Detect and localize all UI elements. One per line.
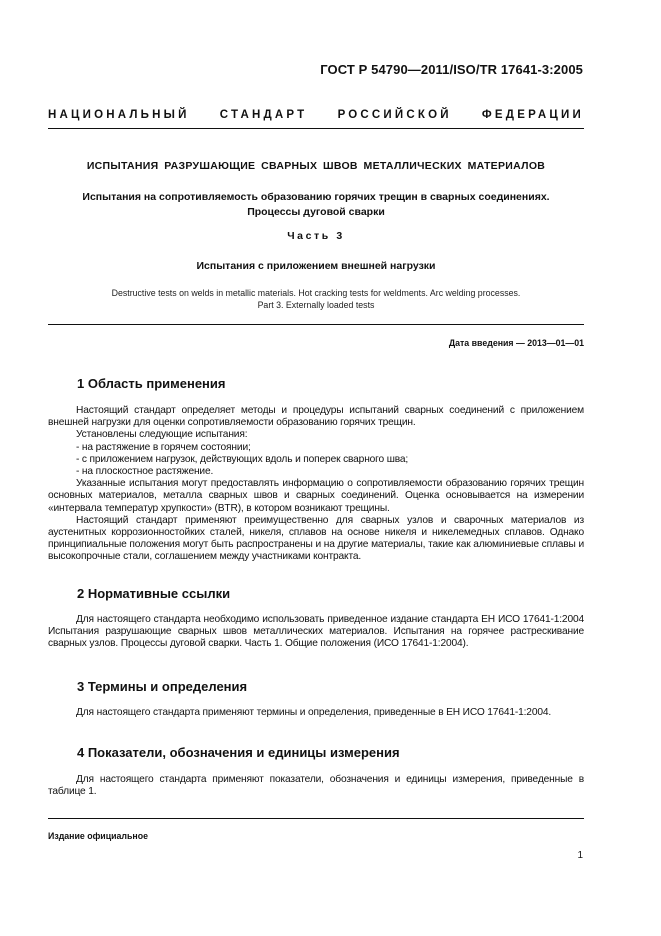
section-4-heading: 4 Показатели, обозначения и единицы измерения xyxy=(77,745,400,760)
document-code: ГОСТ Р 54790—2011/ISO/TR 17641-3:2005 xyxy=(320,62,583,77)
official-edition-label: Издание официальное xyxy=(48,831,148,841)
document-subtitle xyxy=(48,190,584,220)
title-divider xyxy=(48,324,584,325)
paragraph: Настоящий стандарт определяет методы и процедуры испытаний сварных соединений с приложением внешней нагрузки для оценки сопротивляемости образованию горячих трещин. xyxy=(48,405,584,429)
list-item: - с приложением нагрузок, действующих вдоль и поперек сварного шва; xyxy=(76,453,409,465)
subtitle-line: Испытания на сопротивляемость образованию горячих трещин в сварных соединениях. xyxy=(82,191,550,203)
banner-word: РОССИЙСКОЙ xyxy=(337,109,452,121)
part-title: Испытания с приложением внешней нагрузки xyxy=(196,260,436,272)
page-number: 1 xyxy=(577,850,583,861)
section-3-body xyxy=(48,707,584,719)
section-2-body xyxy=(48,614,584,651)
english-title-line: Destructive tests on welds in metallic materials. Hot cracking tests for weldments. Arc welding processes. xyxy=(111,288,521,298)
list-item: - на растяжение в горячем состоянии; xyxy=(76,441,251,453)
paragraph: Для настоящего стандарта применяют термины и определения, приведенные в ЕН ИСО 17641-1:2004. xyxy=(76,707,552,718)
section-1-body xyxy=(48,405,584,564)
list-item: - на плоскостное растяжение. xyxy=(76,466,214,478)
banner-word: СТАНДАРТ xyxy=(219,109,308,121)
paragraph: Для настоящего стандарта применяют показатели, обозначения и единицы измерения, приведенные в таблице 1. xyxy=(48,774,584,798)
section-3-heading: 3 Термины и определения xyxy=(77,679,248,694)
paragraph: Для настоящего стандарта необходимо использовать приведенное издание стандарта ЕН ИСО 17641-1:2004 Испытания разрушающие сварных швов металлических материалов. Испытания на горячее растрескивание сварных узлов. Процессы дуговой сварки. Часть 1. Общие положения (ИСО 17641-1:2004). xyxy=(48,614,584,650)
national-standard-banner xyxy=(48,109,584,121)
english-title xyxy=(48,287,584,311)
subtitle-line: Процессы дуговой сварки xyxy=(247,206,385,218)
section-4-body xyxy=(48,774,584,798)
banner-word: НАЦИОНАЛЬНЫЙ xyxy=(48,109,190,121)
section-2-heading: 2 Нормативные ссылки xyxy=(77,586,231,601)
paragraph: Настоящий стандарт применяют преимущественно для сварных узлов и сварочных материалов из аустенитных коррозионностойких сталей, никеля, сплавов на основе никеля и никелемедных сплавов. Однако принципиальные положения могут быть распространены и на другие материалы, такие как алюминиевые сплавы и высокопрочные стали, соглашением между участниками контракта. xyxy=(48,514,584,563)
top-divider xyxy=(48,128,584,129)
english-title-line: Part 3. Externally loaded tests xyxy=(257,300,375,310)
banner-word: ФЕДЕРАЦИИ xyxy=(481,109,584,121)
paragraph: Установлены следующие испытания: xyxy=(76,429,248,441)
introduction-date: Дата введения — 2013—01—01 xyxy=(448,338,584,348)
part-number: Часть 3 xyxy=(287,230,345,242)
paragraph: Указанные испытания могут предоставлять информацию о сопротивляемости образованию горячих трещин основных материалов, металла сварных швов и сварных соединений. Оценка основывается на измерении «интервала температур хрупкости» (BTR), в котором возникают трещины. xyxy=(48,478,584,514)
section-1-heading: 1 Область применения xyxy=(77,376,226,391)
document-title: ИСПЫТАНИЯ РАЗРУШАЮЩИЕ СВАРНЫХ ШВОВ МЕТАЛЛИЧЕСКИХ МАТЕРИАЛОВ xyxy=(86,160,546,172)
footer-divider xyxy=(48,818,584,819)
